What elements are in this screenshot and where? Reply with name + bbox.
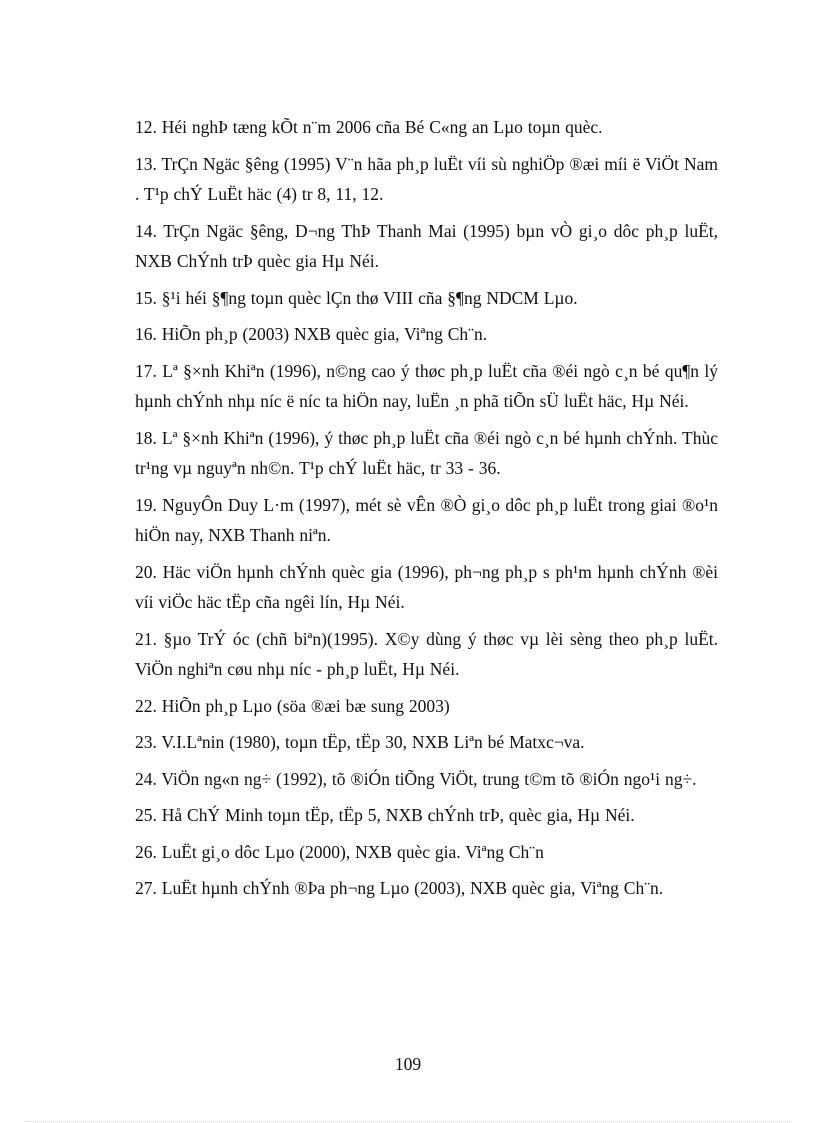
reference-item: 26. LuËt gi¸o dôc Lµo (2000), NXB quèc gia. Viªng Ch¨n — [135, 841, 544, 862]
reference-item: 12. Héi nghÞ tæng kÕt n¨m 2006 cña Bé C«ng an Lµo toµn quèc. — [135, 117, 603, 137]
reference-item: 21. §µo TrÝ óc (chñ biªn)(1995). X©y dùng ý thøc vµ lèi sèng theo ph¸p luËt. ViÖn nghiªn cøu nhµ níc - ph¸p luËt, Hµ Néi. — [135, 628, 718, 679]
reference-item: 25. Hå ChÝ Minh toµn tËp, tËp 5, NXB chÝnh trÞ, quèc gia, Hµ Néi. — [135, 805, 635, 825]
page-bottom-divider — [24, 1121, 792, 1122]
reference-item: 15. §¹i héi §¶ng toµn quèc lÇn thø VIII cña §¶ng NDCM Lµo. — [135, 287, 578, 308]
reference-item: 19. NguyÔn Duy L·m (1997), mét sè vÊn ®Ò gi¸o dôc ph¸p luËt trong giai ®o¹n hiÖn nay, NXB Thanh niªn. — [135, 494, 718, 545]
reference-item: 18. Lª §×nh Khiªn (1996), ý thøc ph¸p luËt cña ®éi ngò c¸n bé hµnh chÝnh. Thùc tr¹ng vµ nguyªn nh©n. T¹p chÝ luËt häc, tr 33 - 36. — [135, 427, 718, 478]
reference-item: 20. Häc viÖn hµnh chÝnh quèc gia (1996), ph¬ng ph¸p s ph¹m hµnh chÝnh ®èi víi viÖc häc tËp cña ngêi lín, Hµ Néi. — [135, 561, 718, 612]
reference-item: 16. HiÕn ph¸p (2003) NXB quèc gia, Viªng Ch¨n. — [135, 324, 488, 344]
reference-item: 22. HiÕn ph¸p Lµo (söa ®æi bæ sung 2003) — [135, 695, 450, 716]
reference-item: 14. TrÇn Ngäc §êng, D¬ng ThÞ Thanh Mai (1995) bµn vÒ gi¸o dôc ph¸p luËt, NXB ChÝnh trÞ quèc gia Hµ Néi. — [135, 220, 718, 271]
reference-list — [135, 112, 718, 910]
reference-item: 17. Lª §×nh Khiªn (1996), n©ng cao ý thøc ph¸p luËt cña ®éi ngò c¸n bé qu¶n lý hµnh chÝnh nhµ níc ë níc ta hiÖn nay, luËn ¸n phã tiÕn sÜ luËt häc, Hµ Néi. — [135, 360, 718, 411]
reference-item: 24. ViÖn ng«n ng÷ (1992), tõ ®iÓn tiÕng ViÖt, trung t©m tõ ®iÓn ngo¹i ng÷. — [135, 768, 697, 789]
reference-item: 23. V.I.Lªnin (1980), toµn tËp, tËp 30, NXB Liªn bé Matxc¬va. — [135, 732, 585, 752]
page-number: 109 — [394, 1054, 422, 1074]
reference-item: 27. LuËt hµnh chÝnh ®Þa ph¬ng Lµo (2003), NXB quèc gia, Viªng Ch¨n. — [135, 878, 664, 898]
reference-item: 13. TrÇn Ngäc §êng (1995) V¨n hãa ph¸p luËt víi sù nghiÖp ®æi míi ë ViÖt Nam . T¹p chÝ LuËt häc (4) tr 8, 11, 12. — [135, 153, 718, 204]
